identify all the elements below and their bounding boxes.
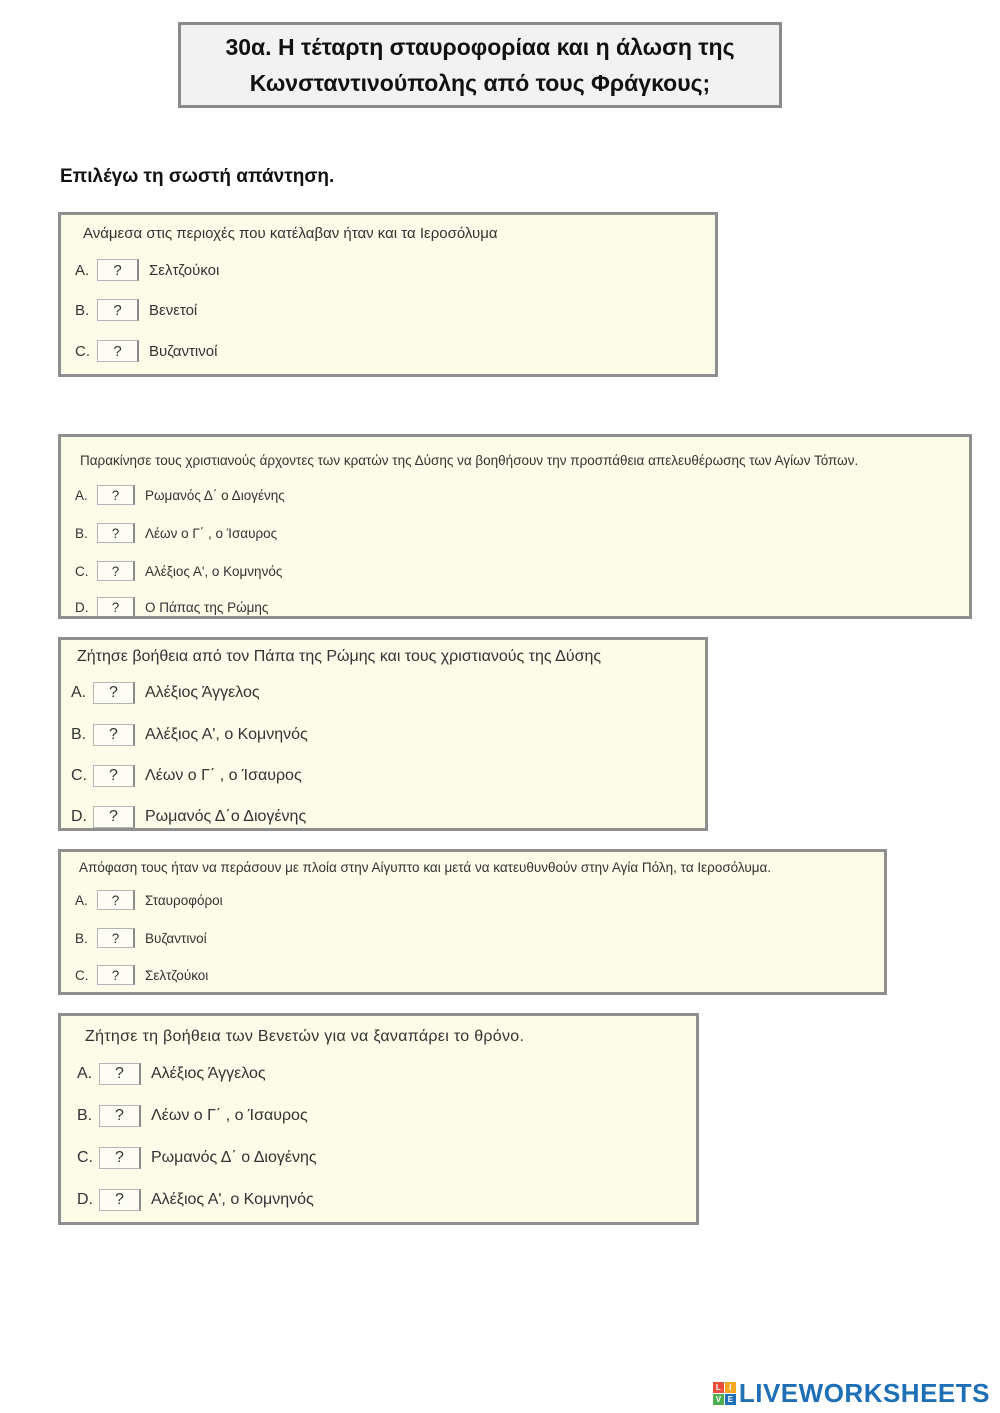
answer-dropdown[interactable]: ? — [97, 597, 135, 617]
answer-dropdown[interactable]: ? — [99, 1063, 141, 1085]
option-label: Αλέξιος Α', ο Κομνηνός — [145, 726, 308, 743]
option-a — [75, 485, 285, 505]
option-a — [75, 890, 223, 910]
answer-dropdown[interactable]: ? — [93, 724, 135, 746]
option-letter: A. — [71, 684, 87, 701]
option-letter: C. — [75, 967, 89, 983]
option-label: Ρωμανός Δ΄ο Διογένης — [145, 808, 307, 825]
answer-dropdown[interactable]: ? — [97, 890, 135, 910]
instruction-text: Επιλέγω τη σωστή απάντηση. — [60, 166, 335, 187]
option-letter: C. — [75, 563, 89, 579]
option-label: Λέων ο Γ΄ , ο Ίσαυρος — [145, 767, 302, 784]
option-a — [77, 1063, 266, 1085]
option-c — [75, 965, 208, 985]
option-letter: C. — [75, 342, 90, 360]
option-letter: D. — [77, 1191, 93, 1208]
option-letter: A. — [77, 1065, 93, 1082]
answer-dropdown[interactable]: ? — [97, 561, 135, 581]
option-d — [75, 597, 268, 617]
logo-icon — [713, 1382, 736, 1405]
option-label: Σελτζούκοι — [145, 967, 209, 983]
option-label: Βυζαντινοί — [145, 930, 207, 946]
answer-dropdown[interactable]: ? — [97, 965, 135, 985]
title-line-2: Κωνσταντινούπολης από τους Φράγκους; — [249, 70, 711, 96]
option-c — [75, 561, 282, 581]
option-letter: A. — [75, 487, 88, 503]
question-text: Ζήτησε τη βοήθεια των Βενετών για να ξαναπάρει το θρόνο. — [85, 1028, 525, 1045]
question-box-1 — [58, 212, 718, 377]
logo-icon-letter: I — [725, 1382, 736, 1393]
logo-icon-letter: V — [713, 1394, 724, 1405]
option-label: Ρωμανός Δ΄ ο Διογένης — [145, 487, 285, 503]
option-b — [75, 299, 197, 321]
liveworksheets-logo — [713, 1378, 990, 1409]
option-label: Αλέξιος Άγγελος — [145, 684, 260, 701]
answer-dropdown[interactable]: ? — [97, 485, 135, 505]
option-label: Αλέξιος Α', ο Κομνηνός — [151, 1191, 314, 1208]
question-box-5 — [58, 1013, 699, 1225]
option-a — [75, 259, 219, 281]
worksheet-title — [178, 22, 782, 108]
option-label: Λέων ο Γ΄ , ο Ίσαυρος — [145, 525, 278, 541]
question-box-4 — [58, 849, 887, 995]
option-b — [77, 1105, 308, 1127]
option-letter: B. — [75, 930, 88, 946]
option-letter: C. — [71, 767, 87, 784]
option-label: Σταυροφόροι — [145, 892, 223, 908]
option-b — [75, 928, 207, 948]
question-text: Ζήτησε βοήθεια από τον Πάπα της Ρώμης και τους χριστιανούς της Δύσης — [77, 648, 602, 665]
answer-dropdown[interactable]: ? — [93, 682, 135, 704]
option-b — [75, 523, 277, 543]
question-box-2 — [58, 434, 972, 619]
option-letter: B. — [75, 301, 90, 319]
answer-dropdown[interactable]: ? — [97, 928, 135, 948]
option-c — [75, 340, 217, 362]
option-letter: D. — [75, 599, 89, 615]
option-d — [71, 806, 306, 828]
option-letter: B. — [77, 1107, 93, 1124]
answer-dropdown[interactable]: ? — [97, 299, 139, 321]
option-label: Ρωμανός Δ΄ ο Διογένης — [151, 1149, 317, 1166]
option-letter: A. — [75, 261, 90, 279]
question-box-3 — [58, 637, 708, 831]
option-letter: A. — [75, 892, 88, 908]
option-b — [71, 724, 308, 746]
answer-dropdown[interactable]: ? — [93, 806, 135, 828]
option-letter: C. — [77, 1149, 93, 1166]
logo-text: LIVEWORKSHEETS — [738, 1378, 990, 1408]
answer-dropdown[interactable]: ? — [99, 1189, 141, 1211]
answer-dropdown[interactable]: ? — [93, 765, 135, 787]
answer-dropdown[interactable]: ? — [97, 259, 139, 281]
option-d — [77, 1189, 314, 1211]
option-letter: B. — [71, 726, 87, 743]
option-label: Βυζαντινοί — [149, 342, 218, 360]
answer-dropdown[interactable]: ? — [97, 340, 139, 362]
option-a — [71, 682, 260, 704]
logo-icon-letter: E — [725, 1394, 736, 1405]
option-label: Αλέξιος Α', ο Κομνηνός — [145, 563, 283, 579]
option-label: Βενετοί — [149, 301, 198, 319]
option-label: Ο Πάπας της Ρώμης — [145, 599, 269, 615]
option-letter: D. — [71, 808, 87, 825]
option-label: Αλέξιος Άγγελος — [151, 1065, 266, 1082]
logo-icon-letter: L — [713, 1382, 724, 1393]
question-text: Παρακίνησε τους χριστιανούς άρχοντες των κρατών της Δύσης να βοηθήσουν την προσπάθεια απελευθέρωσης των Αγίων Τόπων. — [80, 453, 859, 468]
answer-dropdown[interactable]: ? — [99, 1147, 141, 1169]
question-text: Απόφαση τους ήταν να περάσουν με πλοία στην Αίγυπτο και μετά να κατευθυνθούν στην Αγία Πόλη, τα Ιεροσόλυμα. — [79, 860, 772, 875]
title-line-1: 30α. Η τέταρτη σταυροφορίαα και η άλωση της — [225, 34, 735, 60]
option-label: Σελτζούκοι — [149, 261, 220, 279]
answer-dropdown[interactable]: ? — [99, 1105, 141, 1127]
answer-dropdown[interactable]: ? — [97, 523, 135, 543]
question-text: Ανάμεσα στις περιοχές που κατέλαβαν ήταν και τα Ιεροσόλυμα — [83, 225, 498, 242]
option-c — [77, 1147, 317, 1169]
option-letter: B. — [75, 525, 88, 541]
option-c — [71, 765, 302, 787]
option-label: Λέων ο Γ΄ , ο Ίσαυρος — [151, 1107, 308, 1124]
